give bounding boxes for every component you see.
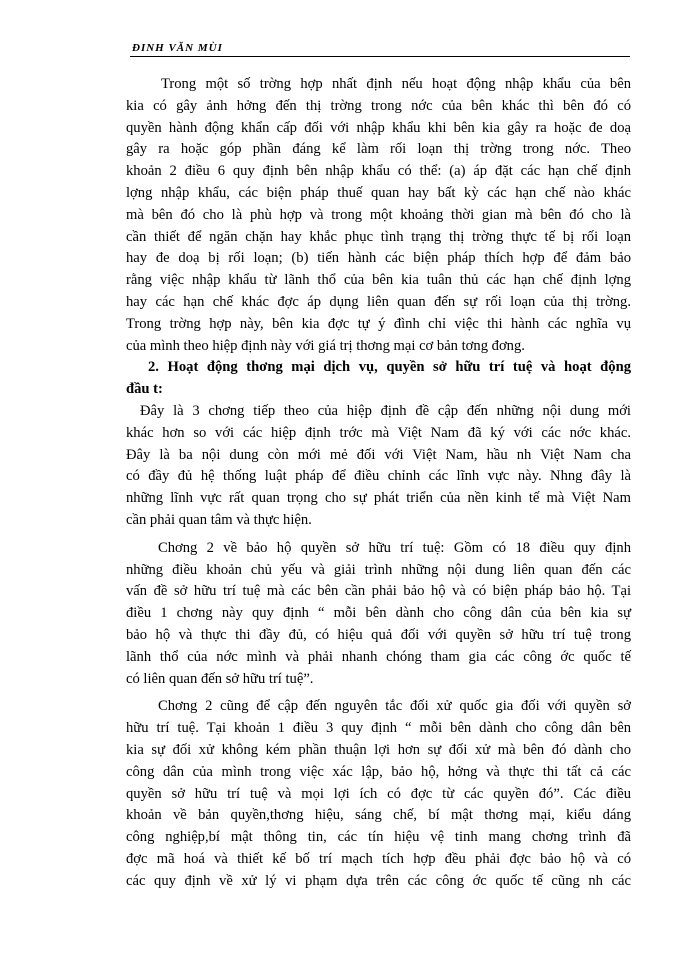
text-line: công dân của mình trong việc xác lập, bảo hộ, hởng và thực thi tất cả các — [126, 763, 631, 780]
header-rule — [130, 56, 630, 57]
heading-line: 2. Hoạt động thơng mại dịch vụ, quyền sở hữu trí tuệ và hoạt động — [148, 359, 631, 376]
document-body — [126, 74, 631, 892]
paragraph-new-content — [126, 401, 631, 532]
text-line: hữu trí tuệ. Tại khoản 1 điều 3 quy định “ mỗi bên dành cho công dân bên — [126, 720, 631, 737]
text-line: bảo hộ và thực thi đầy đủ, có hiệu quả đối với quyền sở hữu trí tuệ trong — [126, 626, 631, 643]
text-line: hay đe doạ bị rối loạn; (b) tiến hành các biện pháp thích hợp để đảm bảo — [126, 250, 631, 267]
paragraph-safeguards — [126, 74, 631, 357]
text-line: những điều khoản chủ yếu và giải trình những nội dung liên quan đến các — [126, 561, 631, 578]
text-line: cần phải quan tâm và thực hiện. — [126, 511, 312, 528]
text-line: điều 1 chơng này quy định “ mỗi bên dành cho công dân của bên kia sự — [126, 605, 631, 622]
text-line: khoản về bản quyền,thơng hiệu, sáng chế, bí mật thơng mại, kiểu dáng — [126, 807, 631, 824]
text-line: công nghiệp,bí mật thông tin, các tín hiệu vệ tinh mang chơng trình đã — [126, 829, 631, 846]
text-line: quyền hành động khẩn cấp đối với nhập khẩu khi bên kia gây ra hoặc đe doạ — [126, 119, 631, 136]
text-line: gây ra hoặc góp phần đáng kể làm rối loạn thị trờng trong nớc. Theo — [126, 141, 631, 158]
text-line: đợc mã hoá và thiết kế bố trí mạch tích hợp đều phải đợc bảo hộ và có — [126, 850, 631, 867]
section-heading — [126, 357, 631, 401]
text-line: những lĩnh vực rất quan trọng cho sự phát triển của nền kinh tế mà Việt Nam — [126, 490, 631, 507]
text-line: cần thiết để ngăn chặn hay khắc phục tình trạng thị trờng thực tế bị rối loạn — [126, 228, 631, 245]
text-line: của mình theo hiệp định này với giá trị thơng mại cơ bản tơng đơng. — [126, 337, 525, 354]
page-header — [130, 38, 630, 60]
text-line: Chơng 2 cũng để cập đến nguyên tắc đối xử quốc gia đối với quyền sở — [158, 698, 631, 715]
text-line: Trong trờng hợp này, bên kia đợc tự ý đình chỉ việc thi hành các nghĩa vụ — [126, 315, 631, 332]
text-line: hay các hạn chế khác đợc áp dụng liên quan đến sự rối loạn của thị trờng. — [126, 293, 631, 310]
text-line: rằng việc nhập khẩu từ lãnh thổ của bên kia tuân thủ các hạn chế định lợng — [126, 272, 631, 289]
text-line: Trong một số trờng hợp nhất định nếu hoạt động nhập khẩu của bên — [161, 76, 631, 92]
text-line: kia có gây ảnh hởng đến thị trờng trong nớc của bên khác thì bên đó có — [126, 97, 631, 114]
header-author: ĐINH VĂN MÙI — [132, 42, 223, 54]
text-line: kia sự đối xử không kém phần thuận lợi hơn sự đối xử mà bên đó dành cho — [126, 741, 631, 758]
text-line: có liên quan đến sở hữu trí tuệ”. — [126, 670, 314, 687]
text-line: Đây là ba nội dung còn mới mẻ đối với Việt Nam, hầu nh Việt Nam cha — [126, 446, 631, 463]
text-line: khác hơn so với các hiệp định trớc mà Việt Nam đã ký với các nớc khác. — [126, 424, 631, 441]
heading-line: đầu t: — [126, 381, 163, 398]
text-line: có đầy đủ hệ thống luật pháp để điều chỉnh các lĩnh vực này. Nhng đây là — [126, 468, 631, 485]
paragraph-ip-chapter — [126, 538, 631, 691]
text-line: Đây là 3 chơng tiếp theo của hiệp định đề cập đến những nội dung mới — [140, 402, 631, 419]
text-line: Chơng 2 về bảo hộ quyền sở hữu trí tuệ: Gồm có 18 điều quy định — [158, 539, 631, 556]
text-line: mà bên đó cho là phù hợp và trong một khoảng thời gian mà bên đó cho là — [126, 206, 631, 223]
text-line: vấn đề sở hữu trí tuệ mà các bên cần phải bảo hộ và có biện pháp bảo hộ. Tại — [126, 583, 631, 600]
paragraph-national-treatment — [126, 696, 631, 892]
text-line: khoản 2 điều 6 quy định bên nhập khẩu có thể: (a) áp đặt các hạn chế định — [126, 163, 631, 180]
text-line: quyền sở hữu trí tuệ và mọi lợi ích có đợc từ các quyền đó”. Các điều — [126, 785, 631, 802]
text-line: lãnh thổ của nớc mình và phải nhanh chóng tham gia các công ớc quốc tế — [126, 648, 631, 665]
text-line: các quy định về xử lý vi phạm dựa trên các công ớc quốc tế cũng nh các — [126, 872, 631, 889]
text-line: lợng nhập khẩu, các biện pháp thuế quan hay bất kỳ các hạn chế nào khác — [126, 184, 631, 201]
